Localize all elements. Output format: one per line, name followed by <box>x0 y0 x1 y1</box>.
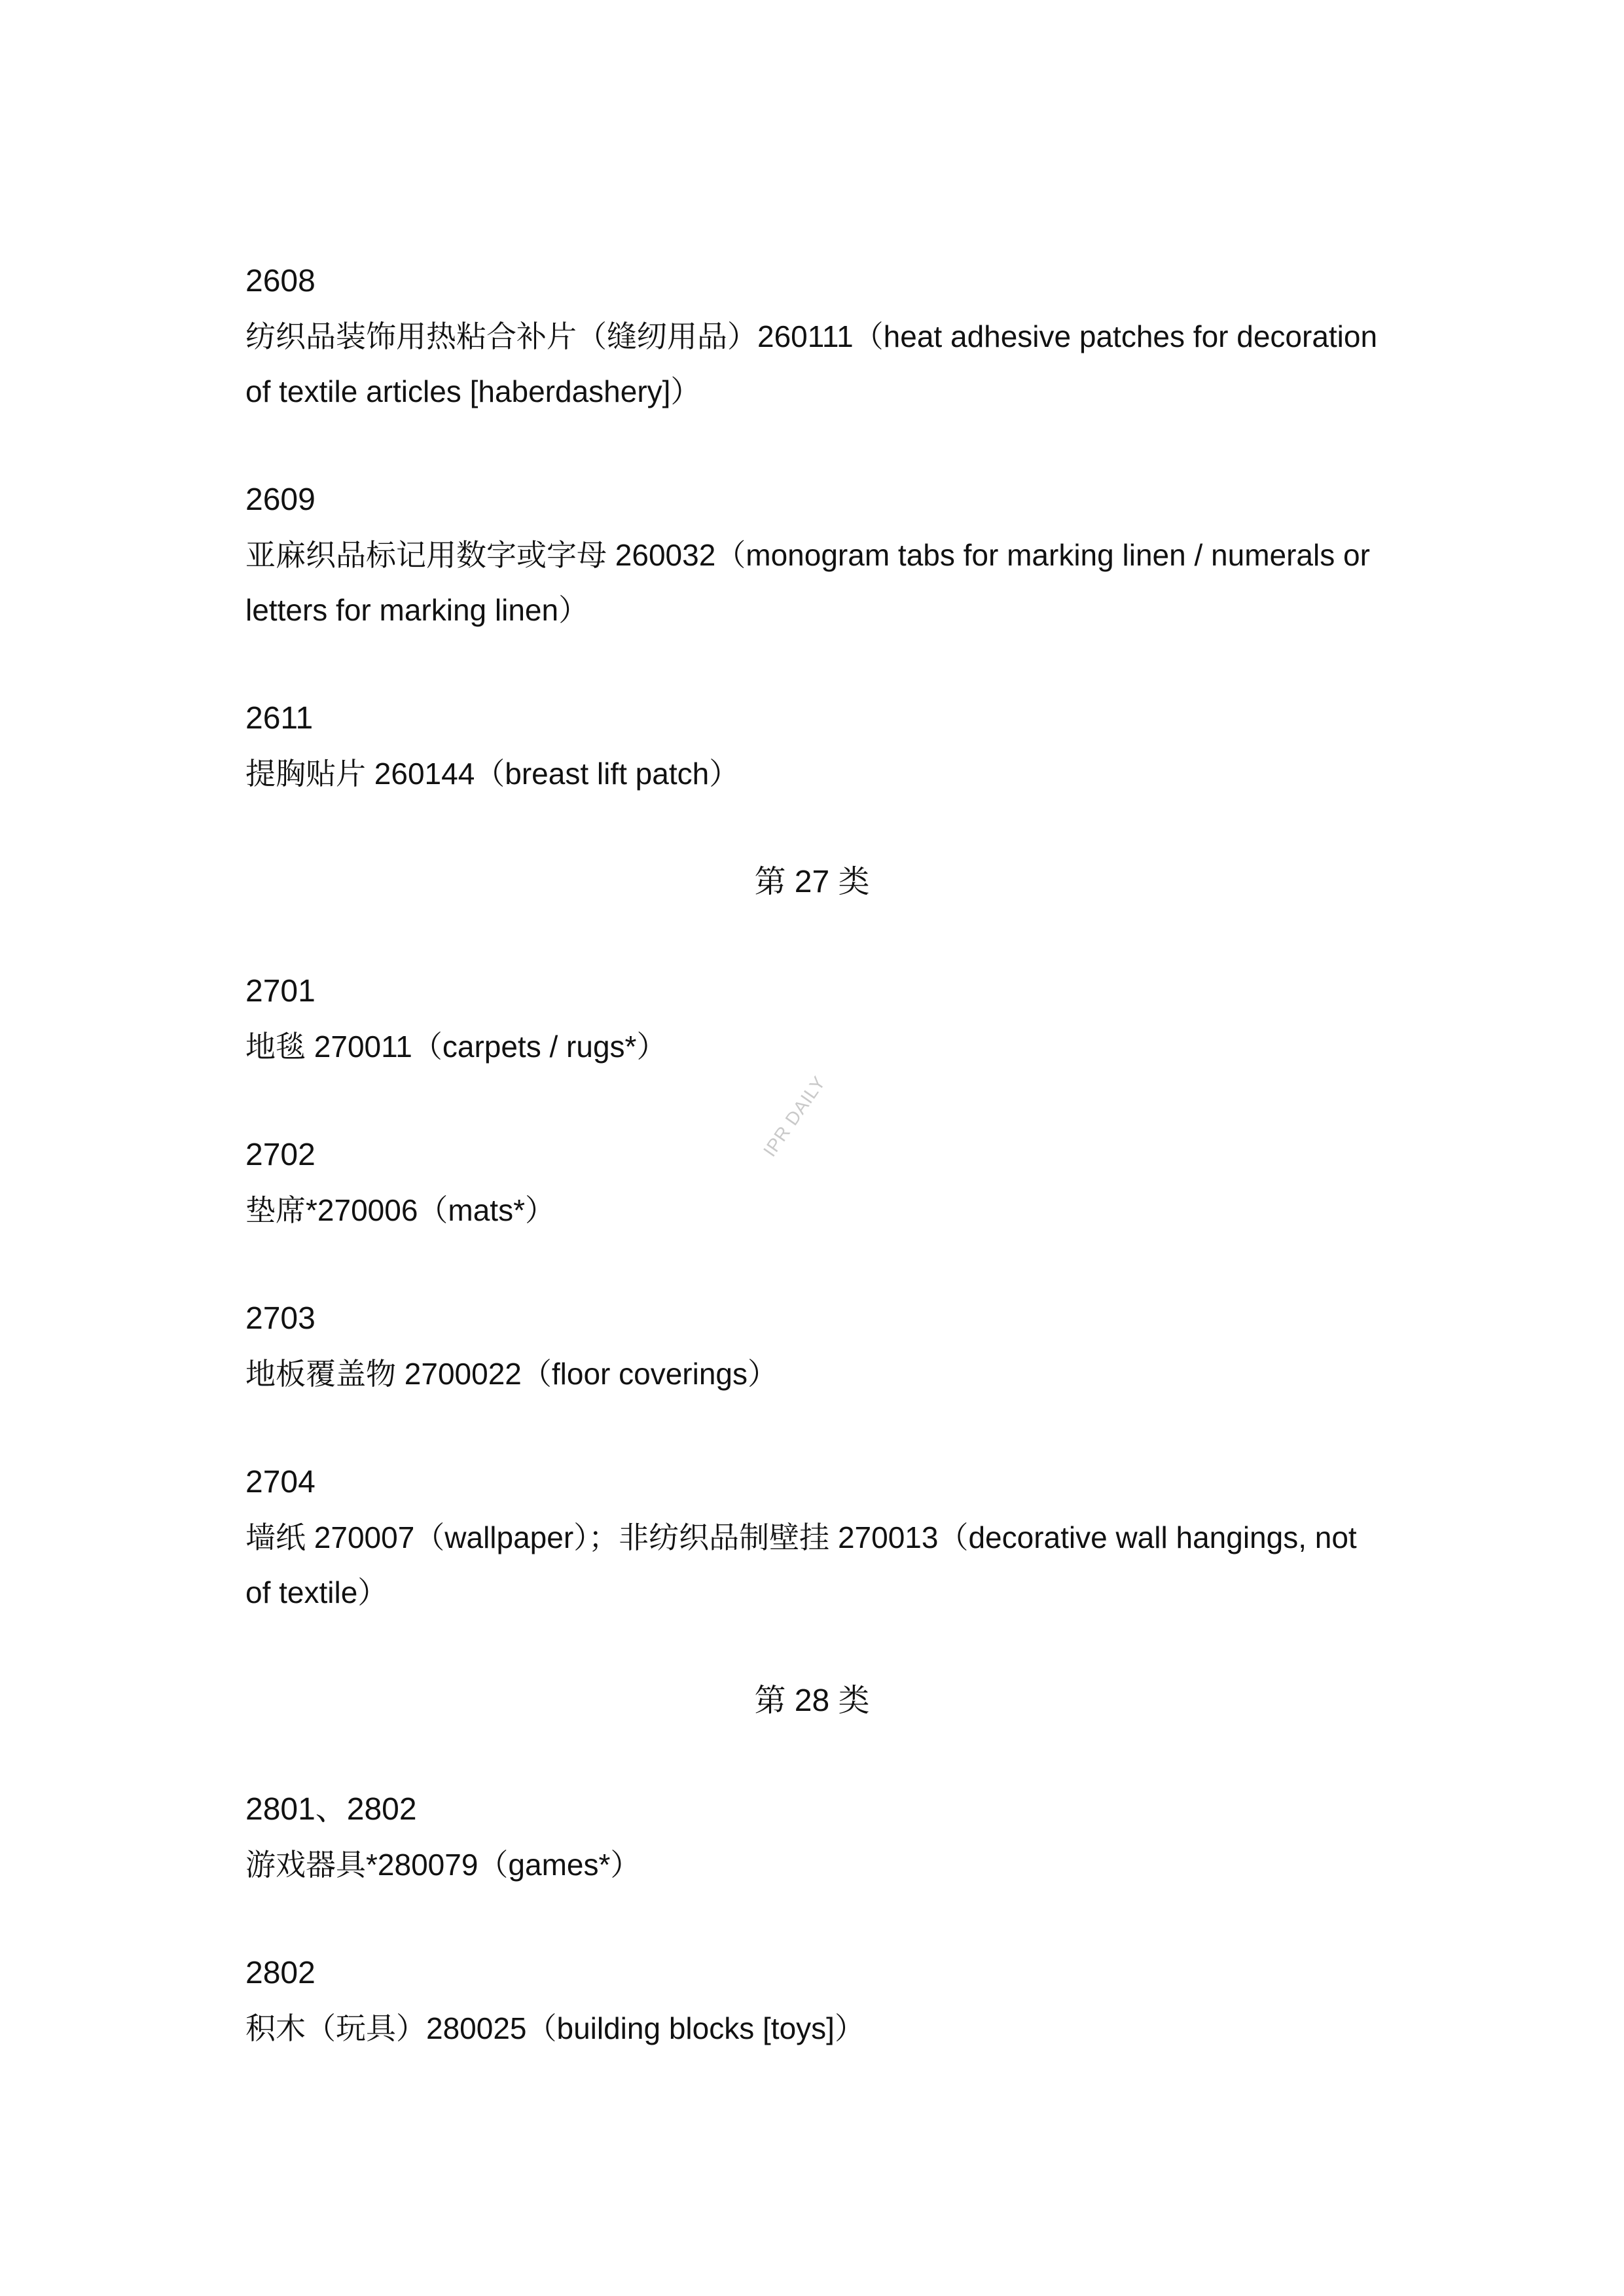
entry-code: 2801、2802 <box>245 1792 417 1827</box>
entry-code: 2701 <box>245 974 316 1009</box>
entry-text: 纺织品装饰用热粘合补片（缝纫用品）260111（heat adhesive patches for decoration <box>245 319 1378 353</box>
entry-text: 地毯 270011（carpets / rugs*） <box>245 1030 667 1064</box>
class-heading: 第 27 类 <box>754 865 870 899</box>
entry-text: 墙纸 270007（wallpaper）；非纺织品制壁挂 270013（decorative wall hangings, not <box>245 1520 1357 1554</box>
entry-code: 2703 <box>245 1301 316 1336</box>
entry-code: 2702 <box>245 1138 316 1172</box>
entry-text: 游戏器具*280079（games*） <box>245 1848 641 1882</box>
entry-code: 2704 <box>245 1465 316 1499</box>
entry-text: letters for marking linen） <box>245 593 589 627</box>
entry-text: 提胸贴片 260144（breast lift patch） <box>245 757 740 791</box>
entry-code: 2609 <box>245 482 316 517</box>
entry-code: 2802 <box>245 1956 316 1990</box>
watermark: IPR DAILY <box>759 1072 830 1160</box>
entry-text: of textile articles [haberdashery]） <box>245 374 701 408</box>
entry-text: 亚麻织品标记用数字或字母 260032（monogram tabs for marking linen / numerals or <box>245 538 1370 572</box>
entry-text: 地板覆盖物 2700022（floor coverings） <box>245 1357 778 1391</box>
entry-text: 积木（玩具）280025（building blocks [toys]） <box>245 2011 865 2045</box>
entry-text: of textile） <box>245 1575 388 1609</box>
entry-text: 垫席*270006（mats*） <box>245 1193 555 1227</box>
entry-code: 2611 <box>245 701 314 736</box>
entry-code: 2608 <box>245 264 316 298</box>
class-heading: 第 28 类 <box>754 1683 870 1718</box>
